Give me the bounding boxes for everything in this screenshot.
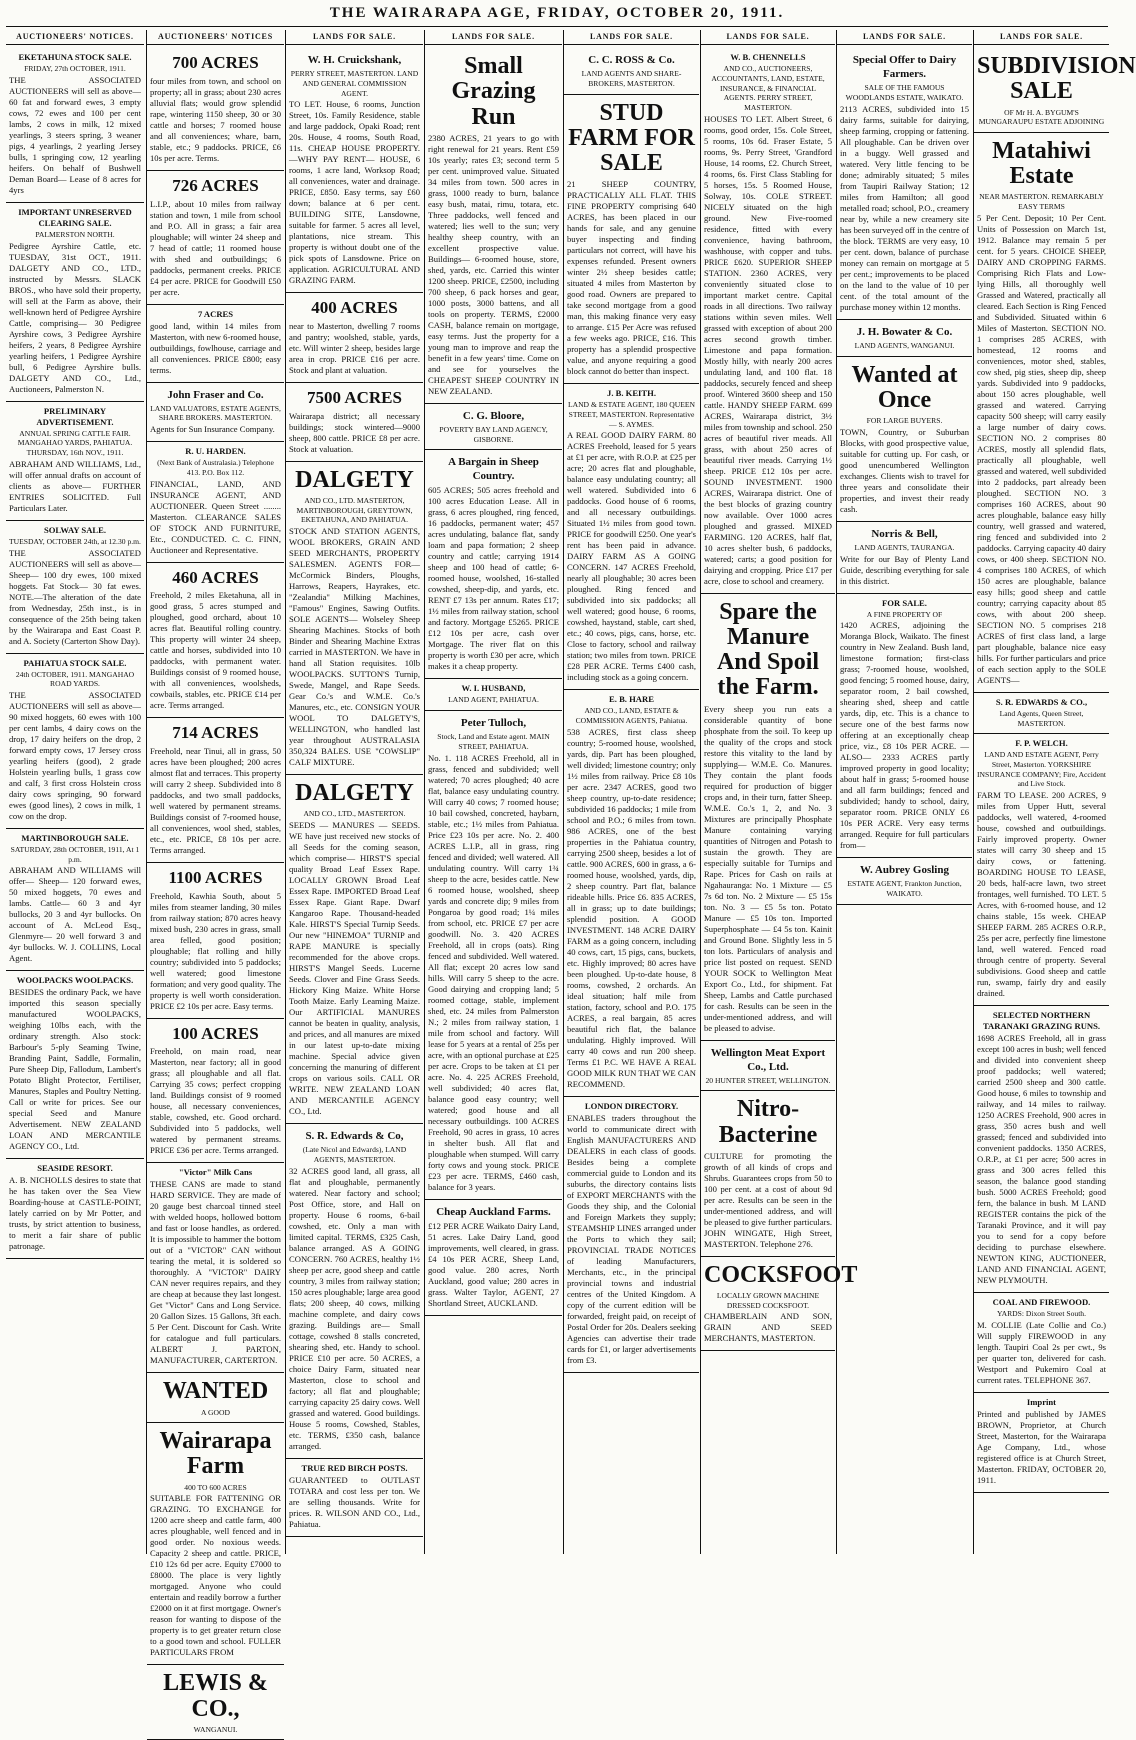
column-6 [700, 30, 858, 1554]
advertisement [147, 1423, 284, 1665]
ad-body: BESIDES the ordinary Pack, we have imported this season specially manufactured WOOLPACKS, weighing 10lbs each, with the ordinary strength. Also stock: Barbour's 5-ply Seaming Twine, Branding Paint, Saddle, Formalin, Pure Sheep Dip, Fallodum, Lambert's Potato Blight Protector, Fertiliser, Manures, Staples and Poultry Netting. Call or write for prices. See our special Seed and Manure Advertisement. NEW ZEALAND LOAN AND MERCANTILE AGENCY CO., Ltd. [9, 987, 141, 1152]
ad-title: W. I. HUSBAND, [461, 683, 526, 694]
ad-body: Freehold, near Tinui, all in grass, 50 acres have been ploughed; 200 acres almost flat and terraces. This property will carry 2 sheep. Subdivided into 8 paddocks, and two small paddocks, well watered by permanent streams. Buildings consist of 7-roomed house, all conveniences, wool shed, stables, etc., etc. PRICE, £8 10s per acre. Terms arranged. [150, 745, 281, 855]
column-1 [6, 30, 144, 1554]
advertisement [974, 693, 1109, 734]
advertisement [286, 1459, 423, 1537]
ad-body: CULTURE for promoting the growth of all kinds of crops and Shrubs. Guarantees crops from 50 to 100 per cent. at a cost of about 9d per acre. Results can be seen in the under-mentioned address, and will be pleased to give further particulars. JOHN WINGATE, High Street, MASTERTON. Telephone 276. [704, 1150, 832, 1249]
ad-subheading: 20 HUNTER STREET, WELLINGTON. [705, 1075, 831, 1085]
advertisement [425, 450, 562, 679]
ad-title: 460 ACRES [172, 567, 259, 587]
column-heading: LANDS FOR SALE. [837, 30, 972, 45]
masthead: THE WAIRARAPA AGE, FRIDAY, OCTOBER 20, 1911. [329, 5, 785, 21]
ad-body: 2380 ACRES, 21 years to go with right renewal for 21 years. Rent £59 10s yearly; rates £3; second term 5 per cent. unimproved value. Situated 34 miles from town. 500 acres in grass, 1000 ready to burn, balance easy bush, matai, rimu, totara, etc. Three paddocks, well fenced and watered; lies well to the sun; very healthy sheep country, with an excellent prospective value. Buildings— 6-roomed house, store, shed, yards, etc. Carried this winter 1200 sheep. PRICE, £2500, including 700 sheep, 6 pack horses and gear, 1000 posts, 3000 battens, and all tools on property. TERMS, £2000 CASH, balance remain on mortgage, easy terms. Just the property for a young man to improve and reap the benefit in a few years' time. Come on and see for yourselves the CHEAPEST SHEEP COUNTRY IN NEW ZEALAND. [428, 132, 559, 396]
ad-body: Printed and published by JAMES BROWN, Proprietor, at Church Street, Masterton, for the Wairarapa Age Company, Ltd., whose registered office is at Church Street, Masterton. FRIDAY, OCTOBER 20, 1911. [977, 1408, 1106, 1485]
ad-subheading: SATURDAY, 28th OCTOBER, 1911, At 1 p.m. [10, 844, 140, 864]
column-heading: AUCTIONEERS' NOTICES. [6, 30, 144, 45]
ad-title: WANTED [162, 1378, 269, 1405]
ad-body: ABRAHAM AND WILLIAMS will offer— Sheep— 120 forward ewes, 50 mixed hoggets, 70 ewes and lambs. Cattle— 60 3 and 4yr bullocks, 20 3 and 4yr bullocks. On account of A. McLeod Esq., Glenmyre— 20 well forward 3 and 4yr bullocks. W. J. COLLINS, Local Agent. [9, 865, 141, 964]
ad-subheading: PERRY STREET, MASTERTON. LAND AND GENERAL COMMISSION AGENT. [290, 69, 419, 98]
ad-subheading: POVERTY BAY LAND AGENCY, GISBORNE. [439, 424, 548, 444]
ad-title: Spare the Manure And Spoil the Farm. [716, 598, 820, 701]
ad-title: E. B. HARE [609, 694, 654, 705]
advertisement [564, 384, 699, 690]
ad-body: 1698 ACRES Freehold, all in grass except 100 acres in bush; well fenced and divided into convenient sheep proof paddocks; well watered; carried 2500 sheep and 300 cattle. Good house, 6 miles to township and railway, and 14 miles to railway. 1250 ACRES Freehold, 900 acres in grass, 350 acres bush and well grassed; fenced and subdivided into convenient paddocks. 1350 ACRES, O.R.P., at £1 per acre; 500 acres in grass and 300 acres felled this season, the balance good standing bush. 5000 ACRES Freehold; good fern, the balance in bush. M LAND REGISTER contains the pick of the Taranaki Province, and it will pay you to send for a copy before deciding to purchase elsewhere. NEWTON KING, AUCTIONEER, LAND AND FINANCIAL AGENT, NEW PLYMOUTH. [977, 1033, 1106, 1286]
ad-title: Nitro-Bacterine [718, 1096, 818, 1148]
column-heading: LANDS FOR SALE. [286, 30, 423, 45]
column-7 [836, 30, 972, 1554]
ad-title: MARTINBOROUGH SALE. [21, 832, 129, 843]
advertisement [147, 171, 284, 305]
ad-body: 538 ACRES, first class sheep country; 5-roomed house, woolshed, yards, dip. Part has been ploughed, well divided; limestone country; only 1½ miles from railway. Price £8 10s per acre. 2347 ACRES, good two sheep country, up-to-date residence; subdivided 16 paddocks; 1 mile from school and P.O.; 6 miles from town. 986 ACRES, one of the best properties in the Pahiatua country, carrying 2500 sheep, besides a lot of cattle. 900 ACRES, 600 in grass, a 6-roomed house, woolshed, yards, dip, 2 sheep country. Part flat, balance rideable hills. Price £6. 835 ACRES, all in grass; up to date buildings; splendid position. A GOOD INVESTMENT. 148 ACRE DAIRY FARM as a going concern, including 40 cows, cart, 15 pigs, cans, buckets, etc. Highly improved; 80 acres have been ploughed. Up-to-date house, 8 rooms, cowshed, 2 orchards. An ideal situation; half mile from station, factory, school and P.O. 175 ACRES, a real bargain, 85 acres beautiful rich flat, the balance undulating. Highly improved. Will carry 40 cows and run 200 sheep. Terms £1 P.C. WE HAVE A REAL GOOD MILK RUN THAT WE CAN RECOMMEND. [567, 726, 696, 1089]
advertisement [425, 404, 562, 451]
ad-subheading: YARDS: Dixon Street South. [996, 1309, 1087, 1319]
ad-title: Imprint [1026, 1396, 1057, 1407]
ad-body: THESE CANS are made to stand HARD SERVICE. They are made of 20 gauge best charcoal tinned steel with welded hoops, hollowed bottom and fast or loose handles, as ordered. It is impossible to hammer the bottom out of a "VICTOR" CAN without tearing the metal, it is soldered so thoroughly. A "VICTOR" DAIRY CAN never requires repairs, and they are cheap at because they last longest. Get "Victor" Cans and Long Service. 20 Gallon Sizes. 15 Gallons, 3ft each. 5 Per Cent. Discount for Cash. Write for catalogue and full particulars. ALBERT J. PARTON, MANUFACTURER, CARTERTON. [150, 1179, 281, 1366]
ad-body: STOCK AND STATION AGENTS, WOOL BROKERS, GRAIN AND SEED MERCHANTS, PROPERTY SALESMEN. AGENTS FOR— McCormick Binders, Ploughs, Harrows, Reapers, Hayrakes, etc. "Zealandia" Milking Machines, "Famous" Engines, Sawing Outfits. SOLE AGENTS— Wolseley Sheep Shearing Machines. Stocks of both Binder and Shearing Machine Extras carried in MASTERTON. We have in hand all Station requisites. 10lb WOOLPACKS. SUTTON'S Turnip, Swede, Mangel, and Rape Seeds. Gear Co.'s and W.M.E. Co.'s Manures, etc., etc. CONSIGN YOUR WOOL TO DALGETY'S, WELLINGTON, who handled last year throughout AUSTRALASIA 350,324 BALES. USE "COWSLIP" CALF MIXTURE. [289, 526, 420, 768]
column-heading: AUCTIONEERS' NOTICES [147, 30, 284, 45]
ad-title: C. G. Bloore, [462, 409, 525, 422]
ad-subheading: AND CO., AUCTIONEERS, ACCOUNTANTS, LAND, ESTATE, INSURANCE, & FINANCIAL AGENTS. PERRY STREET, MASTERTON. [711, 64, 825, 113]
ad-body: CHAMBERLAIN AND SON, GRAIN AND SEED MERCHANTS, MASTERTON. [704, 1311, 832, 1344]
ad-subheading: LAND AGENTS AND SHARE-BROKERS, MASTERTON. [581, 69, 682, 89]
ad-title: PRELIMINARY ADVERTISEMENT. [36, 405, 114, 427]
ad-subheading: LAND AGENT, PAHIATUA. [448, 695, 539, 705]
ad-title: 714 ACRES [172, 723, 259, 743]
ad-body: TO LET. House, 6 rooms, Junction Street, 10s. Family Residence, stable and large paddock, Opaki Road; rent 20s. House, 4 rooms, South Road, 11s. CHEAP HOUSE PROPERTY. —WHY PAY RENT— HOUSE, 6 rooms, 1 acre land, Worksop Road; all conveniences, water and drainage. PRICE, £850. Easy terms, say £60 down; balance at 6 per cent. BUILDING SITE, Lansdowne, suitable for farmer. 5 acres all level, plantations, nice stream. This property is without doubt one of the pick spots of Lansdowne. Price on application. AGRICULTURAL AND GRAZING FARM. [289, 99, 420, 286]
advertisement [147, 442, 284, 562]
ad-subheading: LAND AGENTS, WANGANUI. [854, 340, 955, 350]
column-2 [146, 30, 284, 1734]
ad-subheading: AND CO., LTD. MASTERTON, MARTINBOROUGH, GREYTOWN, EKETAHUNA, AND PAHIATUA. [296, 496, 413, 525]
ad-title: 7 ACRES [197, 308, 234, 319]
ad-title: COAL AND FIREWOOD. [992, 1297, 1091, 1308]
advertisement [564, 1097, 699, 1373]
advertisement [837, 858, 972, 905]
ad-body: 1420 ACRES, adjoining the Moranga Block, Waikato. The finest country in New Zealand. Bush land, limestone formation; first-class grass; 7-roomed house, woolshed, good fencing; 5 roomed house, dairy, separator room, 2 bail cowshed, shearing shed, sheep and cattle yards, dip, etc. This is a chance to secure one of the best farms now offering at an exceptionally cheap price, viz., £8 10s PER ACRE. —ALSO— 2333 ACRES partly improved property in good locality; about half in grass; 5-roomed house and all farm buildings; fenced and subdivided; handy to school, dairy, separator room. PRICE ONLY £6 10s PER ACRE. Very easy terms arranged. Require for full particulars from— [840, 620, 969, 851]
ad-title: W. Aubrey Gosling [860, 864, 949, 877]
ad-body: Pedigree Ayrshire Cattle, etc. TUESDAY, 31st OCT., 1911. DALGETY AND CO., LTD., instructed by Messrs. SLACK BROS., who have sold their property, will sell at the Farm as above, their well-known herd of Pedigree Ayrshire Cattle, comprising— 30 Pedigree Ayrshire cows, 3 Pedigree Ayrshire heifers, 2 years, 8 Pedigree Ayrshire yearling heifers, 1 Pedigree Ayrshire bull, 6 Pedigree Ayrshire bulls. DALGETY AND CO., Ltd., Auctioneers, Palmerston N. [9, 240, 141, 394]
ad-title: SELECTED NORTHERN TARANAKI GRAZING RUNS. [982, 1010, 1101, 1032]
ad-body: SEEDS — MANURES — SEEDS. WE have just received new stocks of all Seeds for the coming season, which comprise— HIRST'S special quality Broad Leaf Essex Rape. LOCALLY GROWN Broad Leaf Essex Rape. IMPORTED Broad Leaf Essex Rape. Giant Rape. Dwarf Kangaroo Rape. Thousand-headed Kale. HIRST'S Special Turnip Seeds. Our new "HINEMOA" TURNIP and RAPE MANURE is specially recommended for the above crops. HIRST'S Mangel Seeds. Lucerne Seeds. Clover and Fine Grass Seeds. Hickory King Maize. White Horse Tooth Maize. Early Leaming Maize. Our ARTIFICIAL MANURES cannot be beaten in quality, analysis, and prices, and all manures are mixed in our latest up-to-date mixing machine. Special advice given concerning the manuring of different crops on various soils. CALL OR WRITE. NEW ZEALAND LOAN AND MERCANTILE AGENCY CO., Ltd. [289, 820, 420, 1117]
column-heading: LANDS FOR SALE. [564, 30, 699, 45]
advertisement [425, 48, 562, 404]
ad-body: Write for our Bay of Plenty Land Guide, describing everything for sale in this district. [840, 553, 969, 586]
advertisement [147, 863, 284, 1019]
ad-body: GUARANTEED to OUTLAST TOTARA and cost less per ton. We are selling thousands. Write for prices. R. WILSON AND CO., Ltd., Pahiatua. [289, 1474, 420, 1529]
ad-subheading: (Late Nicol and Edwards), LAND AGENTS, MASTERTON. [302, 1145, 407, 1164]
ad-subheading: A GOOD [201, 1407, 230, 1417]
column-8 [973, 30, 1136, 1554]
ad-body: £12 PER ACRE Waikato Dairy Land, 51 acres. Lake Dairy Land, good improvements, well cleared, in grass. £4 10s PER ACRE, Sheep Land, good value. 280 acres, North Auckland, good value; 280 acres in grass. Walter Taylor, AGENT, 27 Shortland Street, AUCKLAND. [428, 1220, 559, 1308]
ad-body: TOWN, Country, or Suburban Blocks, with good prospective value, suitable for cutting up. For cash, or good unencumbered Wellington exchanges. Clients wish to travel for three years and consolidate their properties, and invest their ready cash. [840, 426, 969, 514]
column-5 [563, 30, 699, 1554]
ad-body: 32 ACRES good land, all grass, all flat and ploughable, permanently watered. Near factory and school; Post Office, store, and Hall on property. House 6 rooms, 6-bail cowshed, etc. Only a man with limited capital. TERMS, £325 Cash, balance arranged. AS A GOING CONCERN. 760 ACRES, healthy 1½ sheep per acre, good sheep and cattle country, 3 miles from railway station; 150 acres ploughable; large area good flats; 200 sheep, 40 cows, milking machine complete, and dairy cows grazing. Buildings are— Small cottage, cowshed 8 stalls concreted, shearing shed, etc. Handy to school. PRICE £10 per acre. 50 ACRES, a choice Dairy Farm, situated near Masterton, close to school and factory; all flat and ploughable; carrying capacity 25 dairy cows. Well grassed and watered. Good buildings. House 5 rooms, Cowshed, Stables, etc. TERMS, £350 cash, balance arranged. [289, 1165, 420, 1451]
advertisement [286, 775, 423, 1124]
advertisement [6, 829, 144, 971]
advertisement [425, 679, 562, 711]
ad-subheading: LAND AGENTS, TAURANGA. [854, 542, 955, 552]
ad-title: Cheap Auckland Farms. [436, 1205, 551, 1218]
advertisement [286, 1124, 423, 1459]
advertisement [837, 48, 972, 320]
advertisement [147, 305, 284, 383]
ad-body: A REAL GOOD DAIRY FARM. 80 ACRES Freehold, leased for 5 years at £1 per acre, with R.O.P. at £25 per acre; 20 acres flat and ploughable, balance easy undulating country; all well watered. Subdivided into 6 paddocks. Good house of 6 rooms, and all necessary outbuildings. Situated 1½ miles from good town. PRICE for goodwill £250. One year's rent has been paid in advance. DAIRY FARM AS A GOING CONCERN. 147 ACRES Freehold, nearly all ploughable; 30 acres been ploughed. Ring fenced and subdivided into six paddocks; all well watered; good house, 6 rooms, cowshed, haystand, stable, cart shed, etc.; 40 cows, pigs, cans, horse, etc. Close to factory, school and railway station; two miles from town. PRICE £28 PER ACRE. Terms £400 cash, including stock as a going concern. [567, 430, 697, 683]
ad-body: THE ASSOCIATED AUCTIONEERS will sell as above— Sheep— 100 dry ewes, 100 mixed hoggets. Fat Stock— 30 fat ewes. NOTE.—The alteration of the date from Wednesday, 25th inst., is in consequence of the 25th being taken by the Wairarapa and East Coast P. and A. Society (Carterton Show Day). [9, 547, 141, 646]
ad-title: 1100 ACRES [168, 867, 263, 887]
ad-title: 7500 ACRES [307, 388, 402, 408]
ad-body: M. COLLIE (Late Collie and Co.) Will supply FIREWOOD in any length. Taupiri Coal 2s per cwt., 9s per quarter ton, delivered for cash. Westport and Pukemiro Coal at current rates. TELEPHONE 367. [977, 1319, 1106, 1385]
ad-subheading: Stock, Land and Estate agent. MAIN STREET, PAHIATUA. [437, 732, 550, 751]
ad-subheading: ESTATE AGENT, Frankton Junction, WAIKATO. [847, 879, 962, 899]
ad-title: LEWIS & CO., [163, 1670, 268, 1722]
ad-body: HOUSES TO LET. Albert Street, 6 rooms, good order, 15s. Cole Street, 5 rooms, 10s 6d. Fraser Estate, 5 rooms, 9s. Perry Street, 'Grandford House, 14 rooms, £2. Church Street, 4 rooms, 6s. First Class Stabling for 5 horses, 15s. 5 Roomed House, Solway, 10s. COLE STREET. NICELY situated on the high ground. New Five-roomed residence, fitted with every convenience, having bathroom, washhouse, with copper and tubs. PRICE £620. SUPERIOR SHEEP STATION. 2360 ACRES, very conveniently situated close to important market centre. Capital roads in all directions. Two railway stations within seven miles. Well grassed with exception of about 200 acres second growth timber. Limestone and papa formation. Mostly hilly, with nearly 200 acres undulating land, and 100 flat. 18 paddocks, securely fenced and sheep proof. Wintered 3600 sheep and 150 cattle. HANDY SHEEP FARM. 699 ACRES, Wairarapa district, 3½ miles from township and school. 250 acres of beautiful river meads. All grass, with about 250 acres of beautiful river meads. Carrying 1½ sheep. PRICE £12 10s per acre. SOUND INVESTMENT. 1900 ACRES, Wairarapa district. One of the best blocks of grazing country now available. Over 1000 acres ploughed and grassed. MIXED FARMING. 120 ACRES, half flat, 10 acres shelter bush, 6 paddocks, watered; carts; a good position for dairying and cropping. Price £17 per acre, close to school and creamery. [704, 113, 832, 586]
advertisement [6, 1159, 144, 1259]
ad-title: John Fraser and Co. [167, 388, 264, 401]
advertisement [286, 462, 423, 775]
ad-body: near to Masterton, dwelling 7 rooms and pantry; woolshed, stable, yards, etc. Will winter 2 sheep, besides large area in crop. PRICE £16 per acre. Stock and plant at valuation. [289, 321, 420, 376]
column-heading: LANDS FOR SALE. [974, 30, 1109, 45]
advertisement [837, 357, 972, 522]
advertisement [425, 1200, 562, 1316]
ad-subheading: Land Agents, Queen Street, MASTERTON. [999, 708, 1084, 728]
ad-body: four miles from town, and school on property; all in grass; about 230 acres alluvial flats; would grow splendid rape, wintering 1150 sheep, 30 or 30 cattle and horses; 7 roomed house and all conveniences; whare, barn, stable, etc.; 9 paddocks. PRICE, £6 10s per acre. Terms. [150, 75, 281, 163]
ad-title: Peter Tulloch, [460, 717, 527, 730]
ad-title: TRUE RED BIRCH POSTS. [301, 1462, 408, 1473]
ad-body: 21 SHEEP COUNTRY, PRACTICALLY ALL FLAT. THIS FINE PROPERTY comprising 640 ACRES, has been placed in our hands for sale, and any genuine buyer inspecting and finding particulars not correct, will have his expenses refunded. Present owners winter 2½ sheep besides cattle; situated 4 miles from Masterton by good road. Owners are prepared to take second mortgage from a good man, this making finance very easy to arrange. £15 Per Acre was refused a few weeks ago. PRICE, £16. This property has a splendid prospective value, and anyone requiring a good block cannot do better than inspect. [567, 179, 696, 377]
ad-title: 400 ACRES [311, 298, 398, 318]
ad-title: SOLWAY SALE. [43, 524, 107, 535]
ad-title: 100 ACRES [172, 1023, 259, 1043]
ad-title: SEASIDE RESORT. [37, 1163, 113, 1174]
advertisement [564, 95, 699, 385]
advertisement [701, 1091, 835, 1256]
ad-body: FINANCIAL, LAND, AND INSURANCE AGENT, AND AUCTIONEER. Queen Street ........ Masterton. CLEARANCE SALES OF STOCK AND FURNITURE, Etc., CONDUCTED. C. C. FINN, Auctioneer and Representative. [150, 478, 281, 555]
ad-body: SUITABLE FOR FATTENING OR GRAZING. TO EXCHANGE for 1200 acre sheep and cattle farm, 400 acres ploughable, well fenced and in good order. No noxious weeds. Capacity 2 sheep and cattle. PRICE, £10 12s 6d per acre. Equity £7000 to £8000. The place is very lightly mortgaged. Anyone who could entertain and readily borrow a further £2000 on it at first mortgage. Owner's reason for wanting to dispose of the property is to get greater return close to a good town and school. FULLER PARTICULARS FROM [150, 1493, 281, 1658]
ad-title: DALGETY [295, 780, 414, 807]
advertisement [147, 1665, 284, 1740]
advertisement [701, 1041, 835, 1092]
column-heading: LANDS FOR SALE. [425, 30, 562, 45]
ad-title: W. B. CHENNELLS [730, 52, 806, 63]
ad-title: PAHIATUA STOCK SALE. [23, 657, 127, 668]
ad-body: Freehold, on main road, near Masterton, near factory; all in good grass; all ploughable and all flat. Carrying 35 cows; perfect cropping land. Buildings consist of 9 roomed house, all necessary conveniences, stable, cowshed, etc. Good orchard. Subdivided into 5 paddocks, well watered by permanent streams. PRICE £36 per acre. Terms arranged. [150, 1046, 281, 1156]
advertisement [147, 48, 284, 171]
ad-subheading: SALE OF THE FAMOUS WOODLANDS ESTATE, WAIKATO. [845, 83, 964, 103]
ad-title: S. R. EDWARDS & CO., [995, 696, 1088, 707]
advertisement [147, 563, 284, 719]
ad-subheading: 24th OCTOBER, 1911. MANGAHAO ROAD YARDS. [15, 669, 135, 689]
advertisement [701, 48, 835, 594]
ad-subheading: LAND & ESTATE AGENT, 180 QUEEN STREET, MASTERTON. Representative— S. AYMES. [567, 400, 696, 429]
advertisement [974, 48, 1136, 133]
ad-body: Every sheep you run eats a considerable quantity of bone phosphate from the soil. To keep up the quality of the crops and stock restore this vitality to the land by supplying— W.M.E. Co. Manures. They contain the plant foods required for production of bigger crops and, in their turn, fatter Sheep. W.M.E. Co.'s 1, 2, and No. 3 Mixtures are principally Phosphate Manure containing varying quantities of Nitrogen and Potash to sustain the growth. They are especially suitable for Turnips and Rape. Prices for Cash on rails at Ngahauranga: No. 1 Mixture — £5 7s 6d ton. No. 2 Mixture — £5 15s ton. No. 3 — £5 5s ton. Potato Manure — £5 10s ton. Imported Superphosphate — £4 5s ton. Kainit and Ground Bone. Slightly less in 5 ton lots. Particulars of analysis and price list posted on request. SEND YOUR SOCK to Wellington Meat Export Co., Ltd., for shipment. Fat Sheep, Lambs and Cattle purchased for cash. Results can be seen in the under-mentioned address, and will be pleased to advise. [704, 703, 832, 1033]
ad-title: Small Grazing Run [451, 53, 536, 130]
advertisement [286, 48, 423, 293]
ad-body: 5 Per Cent. Deposit; 10 Per Cent. Units of Possession on March 1st, 1912. Balance may remain 5 per cent. for 5 years. CHOICE SHEEP, DAIRY AND CROPPING FARMS. Comprising Rich Flats and Low-lying Hills, all thoroughly well Grassed and Watered, practically all cleared. Each Section is Ring Fenced and Subdivided. Situated within 6 Miles of Masterton. SECTION NO. 1 comprises 285 ACRES, with homestead, 12 rooms and conveniences, motor shed, stables, cow shed, pig sties, sheep dip, sheep yards. Subdivided into 9 paddocks, about 150 acres ploughable, well grassed and watered. Carrying capacity 500 sheep; will carry easily a large number of dairy cows. SECTION NO. 2 comprises 80 ACRES, mostly all splendid flats, practically all ploughable, well grassed and watered, well subdivided into 2 paddocks, part already been ploughed. SECTION NO. 3 comprises 160 ACRES, about 90 acres ploughable, balance easy hilly country, well grassed and watered, ring fenced and subdivided into 2 paddocks. Carrying capacity 40 dairy cows, or 400 sheep. SECTION NO. 4 comprises 180 ACRES, of which 150 acres are ploughable, balance easy hills; good sheep and cattle country; carrying capacity about 85 cows, with about 200 sheep. SECTION NO. 5 comprises 218 ACRES of first class land, a large part ploughable, balance nice easy hills. For further particulars and price of each section apply to the SOLE AGENTS— [977, 212, 1106, 685]
ad-body: Wairarapa district; all necessary buildings; stock wintered—9000 sheep, 800 cattle. PRICE £8 per acre. Stock at valuation. [289, 410, 420, 454]
advertisement [974, 133, 1109, 693]
ad-title: J. H. Bowater & Co. [856, 325, 953, 338]
ad-title: FOR SALE. [882, 597, 927, 608]
ad-title: 700 ACRES [172, 53, 259, 73]
ad-subheading: PALMERSTON NORTH. [35, 229, 115, 239]
ad-body: 605 ACRES; 505 acres freehold and 100 acres Education Lease. All in grass, 6 acres ploughed, ring fenced, 16 paddocks, permanent water; 457 acres undulating, balance flat, sandy loam and papa formation; 2 sheep country and cattle; carrying 1914 sheep and 100 head of cattle; 6-roomed house, woolshed, 16-stalled cowshed, sheep-dip, and yards, etc. RENT £7 13s per annum. Rates £17; 1½ miles from railway station, school and factory. Mortgage £5265. PRICE £12 10s per acre, cash over Mortgage. The river flat on this property is worth £30 per acre, which makes it a cheap property. [428, 485, 559, 672]
ad-title: W. H. Cruickshank, [307, 54, 402, 67]
advertisement [286, 293, 423, 383]
advertisement [6, 971, 144, 1159]
ad-subheading: A FINE PROPERTY OF [866, 609, 943, 619]
ad-body: THE ASSOCIATED AUCTIONEERS will sell as above— 60 fat and forward ewes, 3 empty cows, 72 ewes and 100 per cent lambs, 2 cows in milk, 12 mixed yearlings, 3 steers spring, 3 weaner pigs, 4 yearlings, 2 yearling Jersey bulls, 1 springing cow, 12 yearling heifers. On behalf of Bushwell Deman Board— Lease of 8 acres for 4yrs [9, 74, 141, 195]
ad-subheading: ANNUAL SPRING CATTLE FAIR. MANGAHAO YARDS, PAHIATUA. THURSDAY, 16th NOV., 1911. [17, 428, 133, 458]
column-heading: LANDS FOR SALE. [701, 30, 835, 45]
masthead-rule [6, 26, 1108, 27]
advertisement [286, 383, 423, 462]
ad-body: L.I.P., about 10 miles from railway station and town, 1 mile from school and P.O. All in grass; a fair area ploughable; will winter 24 sheep and 7 head of cattle; 11 roomed house with shed and outbuildings; 6 paddocks, permanent creeks. PRICE £4 per acre. PRICE for Goodwill £50 per acre. [150, 198, 281, 297]
ad-subheading: FOR LARGE BUYERS. [866, 416, 943, 425]
ad-title: IMPORTANT UNRESERVED CLEARING SALE. [18, 206, 132, 228]
advertisement [837, 522, 972, 594]
advertisement [974, 734, 1109, 1006]
ad-subheading: AND CO., LTD., MASTERTON. [303, 809, 406, 819]
ad-title: R. U. HARDEN. [185, 446, 246, 457]
advertisement [147, 1019, 284, 1164]
advertisement [837, 320, 972, 357]
ad-title: A Bargain in Sheep Country. [448, 456, 539, 483]
ad-title: Wellington Meat Export Co., Ltd. [710, 1046, 826, 1073]
ad-subheading: 400 TO 600 ACRES [184, 1482, 247, 1492]
advertisement [974, 1393, 1109, 1493]
advertisement [425, 711, 562, 1200]
ad-title: S. R. Edwards & Co, [305, 1130, 404, 1143]
column-3 [285, 30, 423, 1554]
advertisement [974, 1293, 1109, 1393]
ad-subheading: (Next Bank of Australasia.) Telephone 413. P.O. Box 112. [157, 458, 274, 477]
ad-body: A. B. NICHOLLS desires to state that he has taken over the Sea View Boarding-house at CASTLE-POINT, lately carried on by Mr Potter, and trusts, by strict attention to business, to merit a fair share of public patronage. [9, 1175, 141, 1252]
ad-body: good land, within 14 miles from Masterton, with new 6-roomed house, outbuildings, fowlhouse, carriage and all conveniences. PRICE £800; easy terms. [150, 320, 281, 375]
ad-subheading: FRIDAY, 27th OCTOBER, 1911. [24, 64, 126, 74]
advertisement [147, 718, 284, 863]
ad-subheading: LAND VALUATORS, ESTATE AGENTS, SHARE BROKERS. MASTERTON. [150, 403, 281, 423]
ad-title: DALGETY [295, 466, 414, 493]
ad-title: Wanted at Once [851, 361, 958, 413]
ad-title: Special Offer to Dairy Farmers. [852, 54, 957, 81]
advertisement [701, 1257, 858, 1352]
advertisement [147, 1373, 284, 1423]
ad-title: EKETAHUNA STOCK SALE. [18, 52, 132, 63]
ad-subheading: OF Mr H. A. BYGUM'S MUNGARAUPU ESTATE ADJOINING [978, 107, 1105, 127]
ad-title: "Victor" Milk Cans [178, 1167, 253, 1178]
ad-body: ABRAHAM AND WILLIAMS, Ltd., will offer annual drafts on account of clients as above— FURTHER ENTRIES SOLICITED. Full Particulars Later. [9, 458, 141, 513]
advertisement [974, 1006, 1109, 1293]
ad-title: LONDON DIRECTORY. [584, 1100, 679, 1111]
advertisement [837, 594, 972, 859]
ad-title: C. C. ROSS & Co. [588, 54, 675, 67]
ad-subheading: NEAR MASTERTON. REMARKABLY EASY TERMS [979, 192, 1104, 212]
ad-title: F. P. WELCH. [1015, 738, 1068, 749]
ad-title: COCKSFOOT [704, 1261, 858, 1288]
advertisement [564, 690, 699, 1096]
ad-body: FARM TO LEASE. 200 ACRES, 9 miles from Upper Hutt, several paddocks, well watered, 4-roomed house, cowshed and outbuildings. Fairly improved property. Owner states will carry 30 sheep and 15 dairy cows, or fattening. BOARDING HOUSE TO LEASE, 20 beds, half-acre lawn, two street frontages, well furnished. TO LET. 5 Acres, with 6-roomed house, and 12 chains stable, 15s week. CHEAP SHEEP FARM. 285 ACRES O.R.P., 25s per acre, perfectly fine limestone land, well watered. Fenced road through centre of property. Several subdivisions. Good sheep and cattle run, swamp, fairly dry and easily drained. [977, 790, 1106, 999]
ad-subheading: LAND AND ESTATE AGENT, Perry Street, Masterton. YORKSHIRE INSURANCE COMPANY; Fire, Accident and Live Stock. [977, 750, 1106, 789]
advertisement [147, 383, 284, 443]
ad-body: No. 1. 118 ACRES Freehold, all in grass, fenced and subdivided; well watered; 70 acres ploughed; 40 acre flat, balance easy undulating country. Will carry 40 cows; 7 roomed house; 10 bail cowshed, concreted, haybarn, stable, etc.; 1½ miles from Pahiatua. Price £23 10s per acre. No. 2. 400 ACRES L.I.P., all in grass, ring fenced and divided; well watered. All undulating country. Will carry 1¾ sheep to the acre, besides cattle. New 6 roomed house, woolshed, sheep yards and concrete dip; 9 miles from Pongaroa by good road; 1¼ miles from school, etc. PRICE £7 per acre goodwill. No. 3. 420 ACRES Freehold, all in crops (oats). Ring fenced and subdivided. Well watered. All flat; except 20 acres low sand hills. Will carry 5 sheep to the acre. Good dairying and cropping land; 5 roomed cottage, stable, implement shed, etc. 24 miles from Palmerston N.; 2 miles from railway station, 1 mile from school and factory. Will lease for 5 years at a rental of 25s per acre, with an optional purchase at £25 per acre. Crops to be taken at £1 per acre. No. 4. 225 ACRES Freehold, well subdivided; 40 acres flat, balance good easy country; well watered; good house and all necessary outbuildings. 100 ACRES Freehold, 90 acres in grass, 10 acres in shelter bush. All flat and ploughable when stumped. Will carry forty cows and young stock. PRICE £23 per acre. TERMS, £460 cash, balance for 3 years. [428, 752, 559, 1192]
ad-body: 2113 ACRES, subdivided into 15 dairy farms, suitable for dairying, sheep farming, cropping or fattening. All ploughable. Can be driven over in a buggy. Well grassed and watered. Very little fencing to be done; admirably situated; 5 miles from Taupiri Railway Station; 12 miles from Hamilton; all good metalled road; school, P.O., creamery near by, while a new creamery site has been surveyed off in the centre of the block. TERMS are very easy, 10 per cent. down, balance of purchase money can remain on mortgage at 5 per cent.; improvements to be placed on the land to the value of 10 per cent. of the total amount of the purchase money within 12 months. [840, 103, 969, 312]
ad-title: J. B. KEITH. [607, 388, 656, 399]
ad-title: Wairarapa Farm [159, 1428, 272, 1480]
advertisement [147, 1163, 284, 1373]
ad-body: Agents for Sun Insurance Company. [150, 424, 275, 435]
ad-body: Freehold, 2 miles Eketahuna, all in good grass, 5 acres stumped and ploughed, good orchard, about 10 acres flat. Beautiful rolling country. This property will winter 24 sheep, cattle and horses, subdivided into 10 paddocks, with permanent water. Buildings consist of 9 roomed house, with all conveniences, woolsheds, cowbails, stables, etc. PRICE £14 per acre. Terms arranged. [150, 590, 281, 711]
advertisement [6, 48, 144, 203]
ad-body: Freehold, Kawhia South, about 5 miles from steamer landing, 30 miles from railway station; 870 acres heavy mixed bush, 230 acres in grass, small area felled, good position; ploughable; flat rolling and hilly country; subdivided into 5 paddocks; well watered; good limestone formation; and very good quality. The property is well worth consideration. PRICE £2 10s per acre. Easy terms. [150, 890, 281, 1011]
ad-title: SUBDIVISION SALE [977, 53, 1136, 105]
advertisement [6, 203, 144, 402]
advertisement [6, 402, 144, 521]
ad-title: WOOLPACKS WOOLPACKS. [16, 975, 134, 986]
ad-title: Matahiwi Estate [992, 138, 1091, 190]
ad-body: THE ASSOCIATED AUCTIONEERS will sell as above— 90 mixed hoggets, 60 ewes with 100 per cent lambs, 4 dairy cows on the drop, 17 dairy heifers on the drop, 2 forward empty cows, 17 Jersey cross yearling heifers (good), 2 grade Holstein yearling bulls, 1 grass cow and calf, 3 first cross Holstein cross dairy cows springing, 90 forward ewes (good lines), 2 cows in milk, 1 cow on the drop. [9, 689, 141, 821]
ad-subheading: LOCALLY GROWN MACHINE DRESSED COCKSFOOT. [716, 1291, 820, 1310]
ad-subheading: AND CO., LAND, ESTATE & COMMISSION AGENTS, Pahiatua. [575, 706, 688, 726]
advertisement [564, 48, 699, 95]
ad-title: 726 ACRES [172, 175, 259, 195]
advertisement [6, 654, 144, 829]
ad-body: ENABLES traders throughout the world to communicate direct with English MANUFACTURERS AND DEALERS in each class of goods. Besides being a complete commercial guide to London and its suburbs, the directory contains lists of EXPORT MERCHANTS with the Goods they ship, and the Colonial and Foreign Markets they supply; STEAMSHIP LINES arranged under the Ports to which they sail; PROVINCIAL TRADE NOTICES of leading Manufacturers, Merchants, etc., in the principal provincial towns and industrial centres of the United Kingdom. A copy of the current edition will be forwarded, freight paid, on receipt of Postal Order for 20s. Dealers seeking Agencies can advertise their trade cards for £1, or larger advertisements from £3. [567, 1112, 696, 1365]
ad-title: STUD FARM FOR SALE [568, 99, 695, 177]
column-4 [424, 30, 562, 1554]
ad-subheading: TUESDAY, OCTOBER 24th, at 12.30 p.m. [9, 536, 141, 546]
ad-title: Norris & Bell, [871, 527, 938, 540]
advertisement [6, 521, 144, 654]
ad-subheading: WANGANUI. [193, 1724, 238, 1734]
advertisement [701, 594, 835, 1041]
